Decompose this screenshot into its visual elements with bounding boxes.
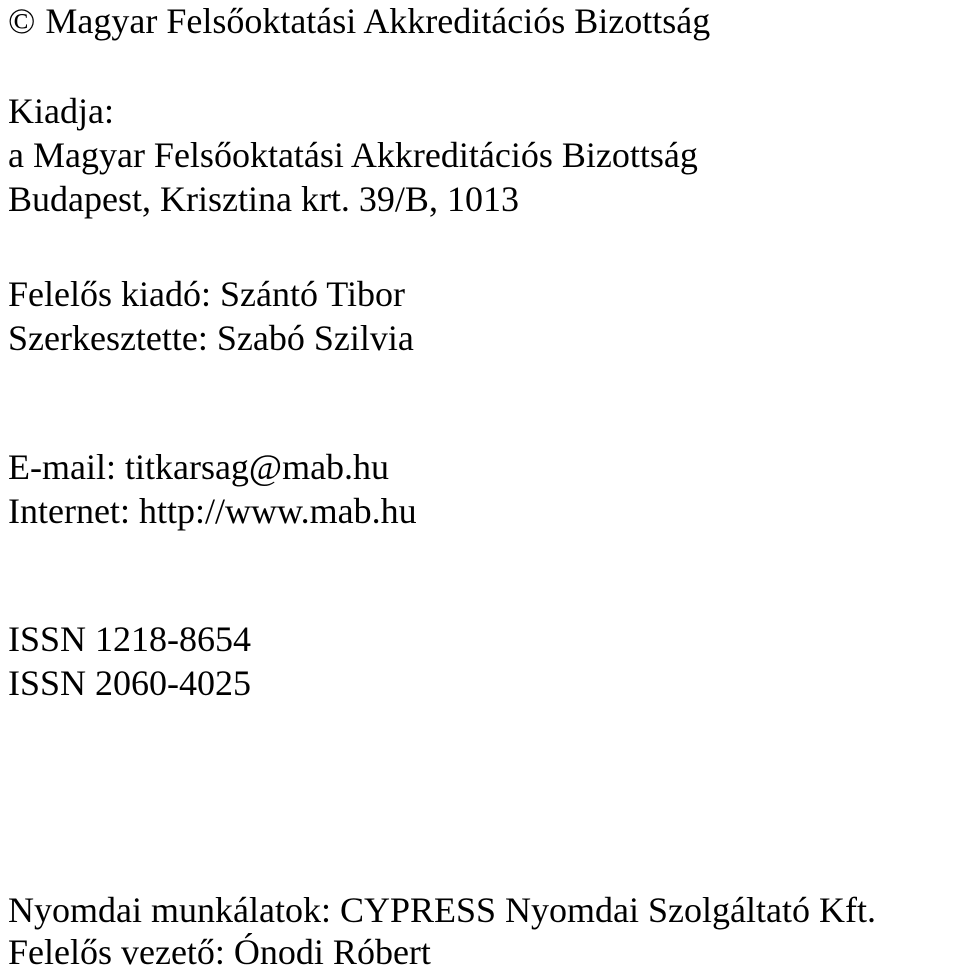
publisher-name: a Magyar Felsőoktatási Akkreditációs Bizottság (8, 135, 698, 175)
printer-line: Nyomdai munkálatok: CYPRESS Nyomdai Szolgáltató Kft. (8, 890, 876, 930)
internet-line: Internet: http://www.mab.hu (8, 491, 417, 531)
issn-online: ISSN 2060-4025 (8, 663, 252, 703)
copyright-symbol: © (8, 1, 36, 41)
print-manager-line: Felelős vezető: Ónodi Róbert (8, 932, 431, 972)
copyright-holder: Magyar Felsőoktatási Akkreditációs Bizottság (45, 1, 711, 41)
publisher-address: Budapest, Krisztina krt. 39/B, 1013 (8, 179, 519, 219)
issn-print: ISSN 1218-8654 (8, 619, 252, 659)
copyright-line (8, 0, 710, 42)
email-line: E-mail: titkarsag@mab.hu (8, 447, 390, 487)
responsible-publisher: Felelős kiadó: Szántó Tibor (8, 274, 406, 314)
publisher-heading: Kiadja: (8, 91, 114, 131)
editor: Szerkesztette: Szabó Szilvia (8, 318, 414, 358)
